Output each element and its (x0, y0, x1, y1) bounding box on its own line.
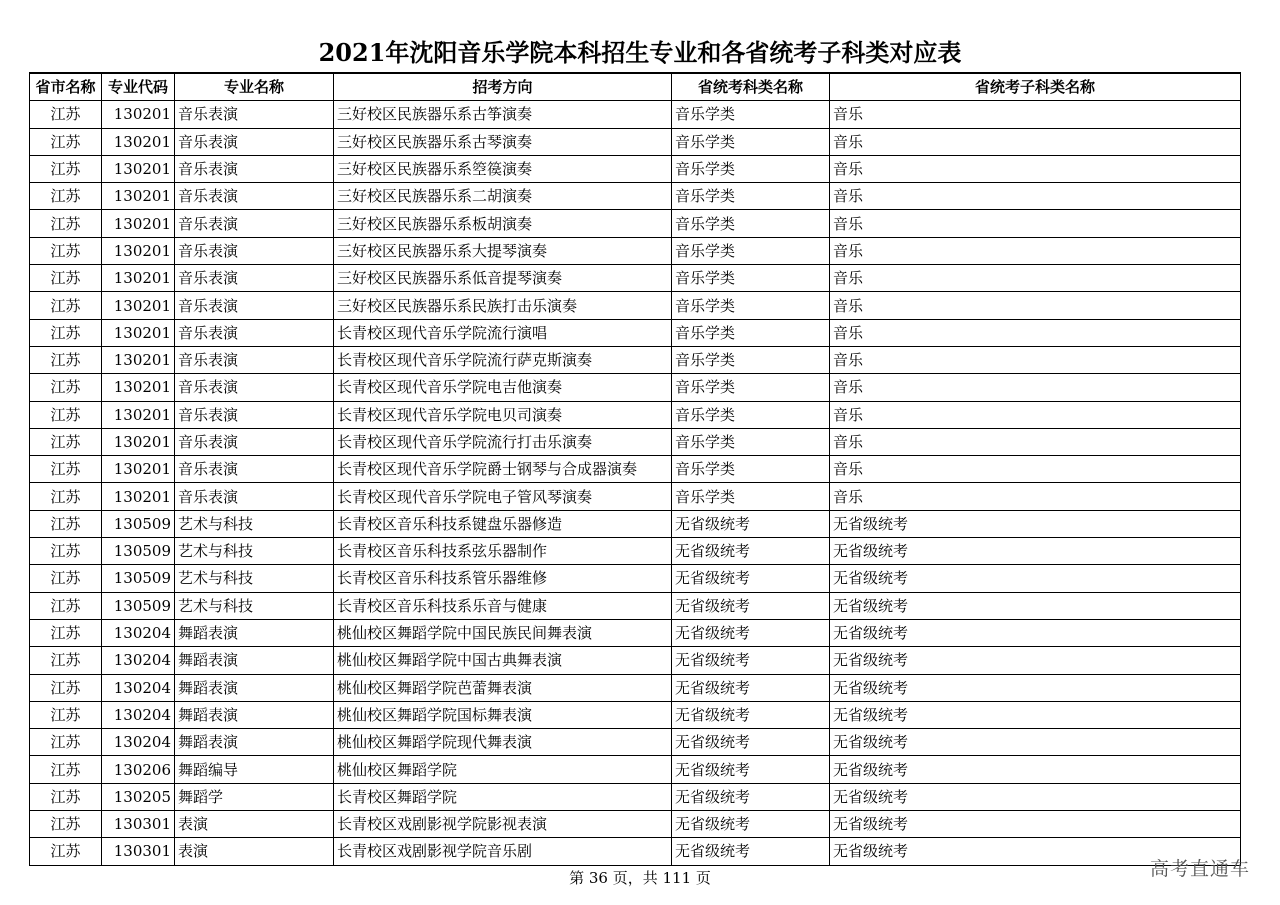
cell-direction: 长青校区现代音乐学院电贝司演奏 (334, 401, 672, 428)
cell-major: 音乐表演 (175, 128, 334, 155)
header-major: 专业名称 (175, 73, 334, 101)
cell-category: 无省级统考 (672, 538, 830, 565)
cell-category: 音乐学类 (672, 237, 830, 264)
cell-province: 江苏 (30, 237, 102, 264)
table-row (30, 319, 1241, 346)
cell-major: 艺术与科技 (175, 538, 334, 565)
header-province: 省市名称 (30, 73, 102, 101)
cell-direction: 长青校区现代音乐学院流行演唱 (334, 319, 672, 346)
cell-category: 无省级统考 (672, 838, 830, 865)
cell-direction: 长青校区音乐科技系乐音与健康 (334, 592, 672, 619)
table-row (30, 483, 1241, 510)
cell-code: 130201 (102, 183, 175, 210)
cell-code: 130509 (102, 510, 175, 537)
cell-category: 音乐学类 (672, 155, 830, 182)
table-row (30, 456, 1241, 483)
cell-code: 130509 (102, 592, 175, 619)
cell-major: 音乐表演 (175, 374, 334, 401)
cell-subcategory: 无省级统考 (830, 674, 1241, 701)
table-row (30, 811, 1241, 838)
cell-subcategory: 无省级统考 (830, 647, 1241, 674)
cell-major: 音乐表演 (175, 210, 334, 237)
cell-direction: 桃仙校区舞蹈学院中国民族民间舞表演 (334, 619, 672, 646)
cell-direction: 长青校区音乐科技系管乐器维修 (334, 565, 672, 592)
cell-province: 江苏 (30, 428, 102, 455)
cell-direction: 长青校区现代音乐学院流行萨克斯演奏 (334, 346, 672, 373)
table-header-row (30, 73, 1241, 101)
table-row (30, 510, 1241, 537)
cell-category: 音乐学类 (672, 456, 830, 483)
cell-province: 江苏 (30, 401, 102, 428)
cell-category: 音乐学类 (672, 292, 830, 319)
cell-province: 江苏 (30, 155, 102, 182)
cell-subcategory: 无省级统考 (830, 592, 1241, 619)
cell-category: 音乐学类 (672, 101, 830, 128)
table-row (30, 237, 1241, 264)
cell-province: 江苏 (30, 210, 102, 237)
cell-code: 130205 (102, 783, 175, 810)
cell-direction: 桃仙校区舞蹈学院芭蕾舞表演 (334, 674, 672, 701)
cell-subcategory: 音乐 (830, 483, 1241, 510)
cell-major: 音乐表演 (175, 155, 334, 182)
cell-major: 音乐表演 (175, 456, 334, 483)
cell-direction: 长青校区现代音乐学院电子管风琴演奏 (334, 483, 672, 510)
cell-major: 舞蹈表演 (175, 729, 334, 756)
cell-code: 130201 (102, 456, 175, 483)
table-row (30, 538, 1241, 565)
header-code: 专业代码 (102, 73, 175, 101)
cell-province: 江苏 (30, 374, 102, 401)
table-row (30, 729, 1241, 756)
cell-category: 音乐学类 (672, 265, 830, 292)
cell-province: 江苏 (30, 128, 102, 155)
cell-subcategory: 音乐 (830, 210, 1241, 237)
cell-code: 130201 (102, 346, 175, 373)
table-body (30, 101, 1241, 865)
cell-category: 音乐学类 (672, 428, 830, 455)
cell-major: 舞蹈编导 (175, 756, 334, 783)
cell-subcategory: 音乐 (830, 401, 1241, 428)
cell-code: 130201 (102, 292, 175, 319)
cell-subcategory: 无省级统考 (830, 619, 1241, 646)
cell-direction: 桃仙校区舞蹈学院国标舞表演 (334, 701, 672, 728)
cell-code: 130301 (102, 811, 175, 838)
table-row (30, 265, 1241, 292)
cell-category: 无省级统考 (672, 674, 830, 701)
cell-code: 130509 (102, 565, 175, 592)
cell-subcategory: 无省级统考 (830, 565, 1241, 592)
cell-major: 艺术与科技 (175, 592, 334, 619)
cell-code: 130201 (102, 155, 175, 182)
cell-category: 无省级统考 (672, 592, 830, 619)
cell-code: 130201 (102, 128, 175, 155)
cell-category: 无省级统考 (672, 729, 830, 756)
cell-subcategory: 无省级统考 (830, 756, 1241, 783)
cell-subcategory: 音乐 (830, 183, 1241, 210)
cell-code: 130201 (102, 374, 175, 401)
cell-major: 表演 (175, 838, 334, 865)
cell-direction: 三好校区民族器乐系低音提琴演奏 (334, 265, 672, 292)
cell-subcategory: 无省级统考 (830, 811, 1241, 838)
cell-direction: 长青校区现代音乐学院爵士钢琴与合成器演奏 (334, 456, 672, 483)
cell-code: 130201 (102, 319, 175, 346)
cell-category: 无省级统考 (672, 619, 830, 646)
cell-major: 音乐表演 (175, 183, 334, 210)
cell-category: 音乐学类 (672, 346, 830, 373)
cell-category: 无省级统考 (672, 565, 830, 592)
cell-province: 江苏 (30, 729, 102, 756)
cell-major: 表演 (175, 811, 334, 838)
cell-major: 舞蹈表演 (175, 619, 334, 646)
cell-province: 江苏 (30, 619, 102, 646)
cell-province: 江苏 (30, 756, 102, 783)
table-row (30, 756, 1241, 783)
header-category: 省统考科类名称 (672, 73, 830, 101)
table-row (30, 346, 1241, 373)
table-row (30, 619, 1241, 646)
cell-direction: 长青校区舞蹈学院 (334, 783, 672, 810)
cell-subcategory: 音乐 (830, 237, 1241, 264)
cell-direction: 桃仙校区舞蹈学院 (334, 756, 672, 783)
cell-direction: 长青校区现代音乐学院电吉他演奏 (334, 374, 672, 401)
cell-major: 舞蹈学 (175, 783, 334, 810)
table-row (30, 647, 1241, 674)
cell-major: 艺术与科技 (175, 510, 334, 537)
cell-province: 江苏 (30, 456, 102, 483)
cell-code: 130509 (102, 538, 175, 565)
cell-subcategory: 无省级统考 (830, 729, 1241, 756)
table-row (30, 592, 1241, 619)
cell-code: 130204 (102, 619, 175, 646)
cell-code: 130201 (102, 401, 175, 428)
cell-direction: 三好校区民族器乐系板胡演奏 (334, 210, 672, 237)
cell-province: 江苏 (30, 183, 102, 210)
table-row (30, 374, 1241, 401)
page-number: 第 36 页，共 111 页 (569, 869, 711, 887)
cell-subcategory: 音乐 (830, 128, 1241, 155)
table-row (30, 838, 1241, 865)
cell-category: 无省级统考 (672, 756, 830, 783)
cell-direction: 三好校区民族器乐系古筝演奏 (334, 101, 672, 128)
cell-subcategory: 音乐 (830, 346, 1241, 373)
cell-code: 130204 (102, 729, 175, 756)
cell-category: 无省级统考 (672, 510, 830, 537)
table-row (30, 210, 1241, 237)
cell-code: 130201 (102, 428, 175, 455)
cell-major: 音乐表演 (175, 101, 334, 128)
cell-direction: 桃仙校区舞蹈学院现代舞表演 (334, 729, 672, 756)
cell-major: 艺术与科技 (175, 565, 334, 592)
cell-province: 江苏 (30, 510, 102, 537)
cell-major: 音乐表演 (175, 319, 334, 346)
cell-major: 舞蹈表演 (175, 647, 334, 674)
cell-category: 音乐学类 (672, 183, 830, 210)
cell-subcategory: 音乐 (830, 101, 1241, 128)
table-row (30, 701, 1241, 728)
cell-direction: 长青校区音乐科技系弦乐器制作 (334, 538, 672, 565)
cell-major: 舞蹈表演 (175, 701, 334, 728)
header-subcategory: 省统考子科类名称 (830, 73, 1241, 101)
cell-code: 130204 (102, 701, 175, 728)
cell-province: 江苏 (30, 101, 102, 128)
cell-major: 音乐表演 (175, 483, 334, 510)
cell-major: 音乐表演 (175, 265, 334, 292)
table-row (30, 565, 1241, 592)
cell-direction: 三好校区民族器乐系民族打击乐演奏 (334, 292, 672, 319)
cell-subcategory: 无省级统考 (830, 701, 1241, 728)
cell-category: 音乐学类 (672, 483, 830, 510)
header-direction: 招考方向 (334, 73, 672, 101)
cell-direction: 三好校区民族器乐系箜篌演奏 (334, 155, 672, 182)
cell-province: 江苏 (30, 565, 102, 592)
cell-province: 江苏 (30, 811, 102, 838)
cell-direction: 长青校区音乐科技系键盘乐器修造 (334, 510, 672, 537)
cell-subcategory: 无省级统考 (830, 510, 1241, 537)
cell-direction: 三好校区民族器乐系大提琴演奏 (334, 237, 672, 264)
cell-category: 无省级统考 (672, 647, 830, 674)
cell-code: 130201 (102, 265, 175, 292)
cell-category: 无省级统考 (672, 783, 830, 810)
cell-subcategory: 无省级统考 (830, 838, 1241, 865)
cell-code: 130204 (102, 647, 175, 674)
cell-province: 江苏 (30, 701, 102, 728)
cell-province: 江苏 (30, 838, 102, 865)
cell-code: 130201 (102, 237, 175, 264)
cell-code: 130301 (102, 838, 175, 865)
cell-subcategory: 音乐 (830, 374, 1241, 401)
cell-subcategory: 音乐 (830, 155, 1241, 182)
cell-category: 音乐学类 (672, 374, 830, 401)
cell-subcategory: 音乐 (830, 292, 1241, 319)
cell-province: 江苏 (30, 346, 102, 373)
cell-subcategory: 音乐 (830, 456, 1241, 483)
table-row (30, 783, 1241, 810)
cell-direction: 长青校区戏剧影视学院影视表演 (334, 811, 672, 838)
table-row (30, 428, 1241, 455)
cell-province: 江苏 (30, 647, 102, 674)
cell-province: 江苏 (30, 265, 102, 292)
cell-subcategory: 音乐 (830, 428, 1241, 455)
cell-code: 130206 (102, 756, 175, 783)
cell-province: 江苏 (30, 674, 102, 701)
cell-direction: 桃仙校区舞蹈学院中国古典舞表演 (334, 647, 672, 674)
cell-major: 音乐表演 (175, 237, 334, 264)
cell-code: 130201 (102, 101, 175, 128)
cell-province: 江苏 (30, 319, 102, 346)
table-row (30, 128, 1241, 155)
cell-code: 130201 (102, 483, 175, 510)
page-title: 2021年沈阳音乐学院本科招生专业和各省统考子科类对应表 (318, 38, 962, 67)
cell-subcategory: 无省级统考 (830, 538, 1241, 565)
cell-major: 音乐表演 (175, 292, 334, 319)
cell-major: 舞蹈表演 (175, 674, 334, 701)
cell-direction: 三好校区民族器乐系古琴演奏 (334, 128, 672, 155)
cell-subcategory: 音乐 (830, 319, 1241, 346)
cell-category: 音乐学类 (672, 128, 830, 155)
cell-subcategory: 音乐 (830, 265, 1241, 292)
table-row (30, 183, 1241, 210)
admissions-table (29, 72, 1241, 866)
cell-province: 江苏 (30, 538, 102, 565)
table-row (30, 401, 1241, 428)
cell-province: 江苏 (30, 592, 102, 619)
cell-direction: 长青校区现代音乐学院流行打击乐演奏 (334, 428, 672, 455)
cell-code: 130201 (102, 210, 175, 237)
cell-province: 江苏 (30, 783, 102, 810)
table-row (30, 292, 1241, 319)
cell-major: 音乐表演 (175, 346, 334, 373)
cell-direction: 三好校区民族器乐系二胡演奏 (334, 183, 672, 210)
cell-subcategory: 无省级统考 (830, 783, 1241, 810)
table-row (30, 155, 1241, 182)
table-row (30, 101, 1241, 128)
cell-major: 音乐表演 (175, 428, 334, 455)
cell-category: 无省级统考 (672, 701, 830, 728)
cell-category: 音乐学类 (672, 210, 830, 237)
cell-category: 音乐学类 (672, 401, 830, 428)
cell-category: 无省级统考 (672, 811, 830, 838)
cell-province: 江苏 (30, 292, 102, 319)
cell-code: 130204 (102, 674, 175, 701)
cell-category: 音乐学类 (672, 319, 830, 346)
table-row (30, 674, 1241, 701)
watermark-text: 高考直通车 (1149, 858, 1250, 880)
cell-province: 江苏 (30, 483, 102, 510)
cell-direction: 长青校区戏剧影视学院音乐剧 (334, 838, 672, 865)
cell-major: 音乐表演 (175, 401, 334, 428)
